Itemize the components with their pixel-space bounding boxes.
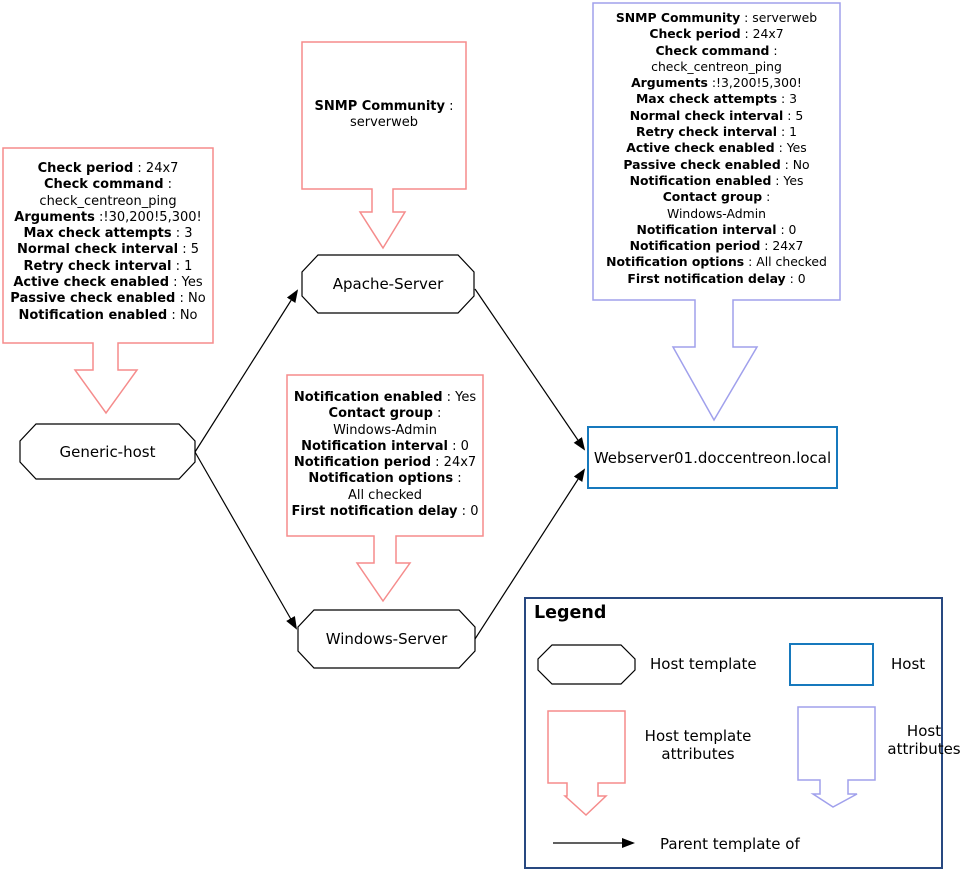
- apache-snmp-callout-shape: [302, 42, 466, 248]
- legend-host-attributes-label: Host attributes: [887, 722, 961, 758]
- attribute-line: Notification enabled : No: [18, 307, 198, 323]
- legend-host-template-attributes-label: Host template attributes: [644, 727, 752, 763]
- attribute-line: Windows-Admin: [667, 205, 766, 221]
- attribute-line: check_centreon_ping: [651, 58, 782, 74]
- attribute-line: Notification enabled : Yes: [629, 172, 804, 188]
- apache-snmp-attributes-text: [302, 99, 466, 132]
- generic-host-attributes-text: [3, 161, 213, 324]
- attribute-line: Normal check interval : 5: [17, 242, 199, 258]
- attribute-line: serverweb: [349, 115, 419, 131]
- webserver-host-node: Webserver01.doccentreon.local: [587, 426, 838, 489]
- attribute-line: Check command :: [655, 42, 778, 58]
- attribute-line: All checked: [347, 487, 423, 503]
- attribute-line: Retry check interval : 1: [636, 124, 797, 140]
- attribute-line: SNMP Community : serverweb: [615, 10, 818, 25]
- attribute-line: First notification delay : 0: [291, 504, 479, 520]
- attribute-line: Contact group :: [662, 189, 771, 205]
- attribute-line: Check period : 24x7: [649, 26, 784, 42]
- attribute-line: Retry check interval : 1: [23, 258, 193, 274]
- legend-title: Legend: [534, 603, 607, 623]
- attribute-line: Active check enabled : Yes: [13, 275, 203, 291]
- attribute-line: Check command :: [43, 177, 173, 193]
- legend-host-label: Host: [891, 655, 926, 673]
- attribute-line: Arguments :!3,200!5,300!: [631, 75, 802, 91]
- attribute-line: Active check enabled : Yes: [626, 140, 807, 156]
- attribute-line: Notification period : 24x7: [293, 455, 477, 471]
- attribute-line: Notification enabled : Yes: [293, 390, 477, 405]
- attribute-line: SNMP Community :: [314, 99, 454, 114]
- edge-generic-to-windows: [195, 452, 296, 628]
- attribute-line: Passive check enabled : No: [623, 156, 810, 172]
- attribute-line: Arguments :!30,200!5,300!: [14, 209, 202, 225]
- attribute-line: Max check attempts : 3: [635, 91, 798, 107]
- attribute-line: Max check attempts : 3: [23, 226, 193, 242]
- host-attributes-text: [593, 10, 840, 287]
- windows-server-node: Windows-Server: [325, 630, 448, 648]
- attribute-line: Passive check enabled : No: [10, 291, 206, 307]
- attribute-line: First notification delay : 0: [627, 270, 806, 286]
- attribute-line: Notification period : 24x7: [629, 238, 804, 254]
- windows-notification-attributes-text: [287, 390, 483, 520]
- attribute-line: Windows-Admin: [333, 422, 437, 438]
- attribute-line: Notification interval : 0: [636, 221, 797, 237]
- generic-host-node: Generic-host: [59, 442, 156, 461]
- attribute-line: Notification interval : 0: [301, 438, 469, 454]
- attribute-line: Contact group :: [328, 406, 442, 422]
- attribute-line: Notification options :: [308, 471, 462, 487]
- apache-server-node: Apache-Server: [332, 275, 444, 293]
- attribute-line: Check period : 24x7: [37, 161, 179, 176]
- legend-parent-template-label: Parent template of: [660, 835, 800, 853]
- attribute-line: check_centreon_ping: [39, 193, 177, 209]
- attribute-line: Notification options : All checked: [606, 254, 827, 270]
- attribute-line: Normal check interval : 5: [629, 107, 804, 123]
- edge-apache-to-webserver: [475, 289, 584, 449]
- legend-host-template-label: Host template: [650, 655, 757, 673]
